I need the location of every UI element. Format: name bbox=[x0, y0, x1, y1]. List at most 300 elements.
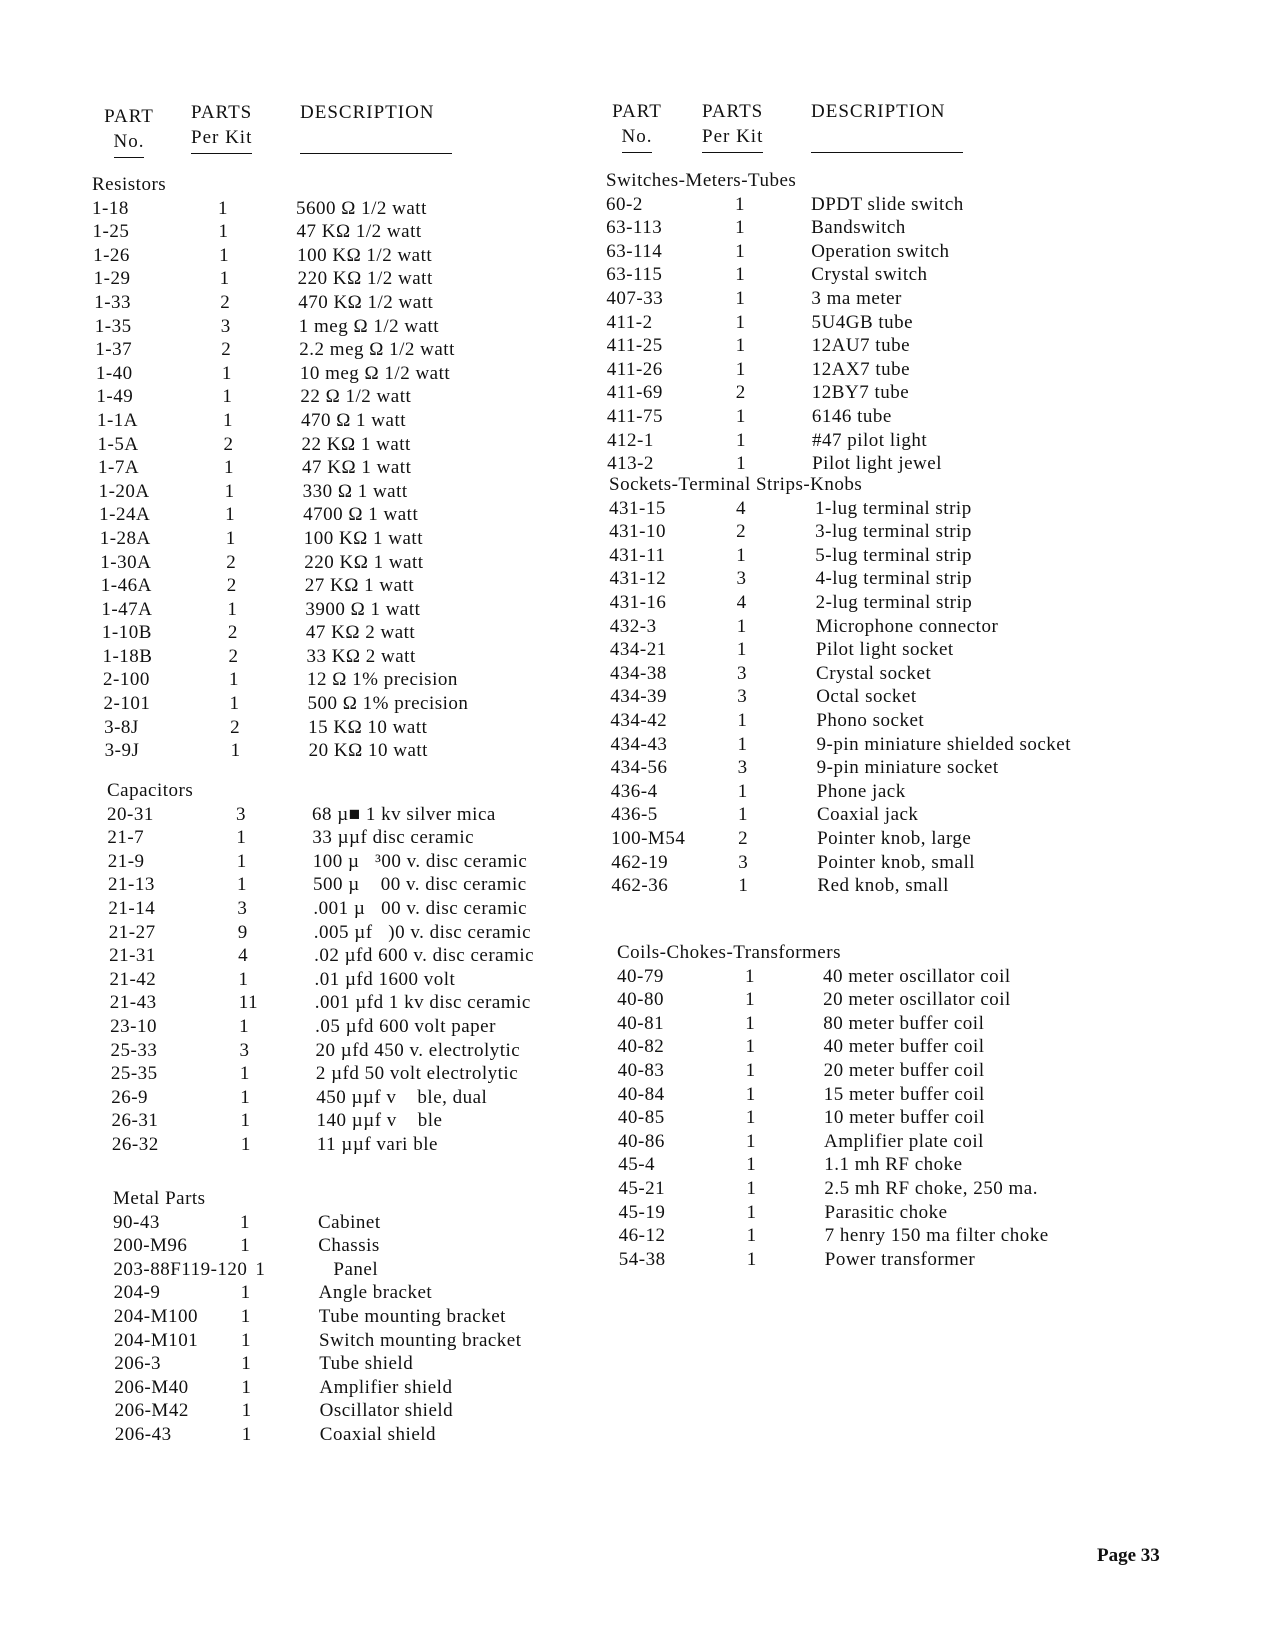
part-number: 462-19 bbox=[611, 851, 669, 873]
quantity: 1 bbox=[239, 1015, 250, 1037]
description: Phono socket bbox=[816, 709, 925, 731]
parts-row bbox=[105, 739, 469, 763]
quantity: 3 bbox=[236, 803, 246, 825]
header-parts-per-kit bbox=[191, 100, 252, 154]
part-number: 1-18 bbox=[92, 197, 129, 219]
quantity: 2 bbox=[226, 575, 237, 597]
description: 1 meg Ω 1/2 watt bbox=[298, 315, 440, 337]
part-number: 40-80 bbox=[617, 989, 664, 1011]
description: 4-lug terminal strip bbox=[815, 568, 973, 590]
parts-row bbox=[109, 921, 534, 945]
quantity: 1 bbox=[241, 1423, 252, 1445]
description: 3 ma meter bbox=[811, 287, 902, 309]
parts-row bbox=[607, 381, 964, 405]
part-number: 204-9 bbox=[113, 1282, 161, 1304]
description: 22 Ω 1/2 watt bbox=[300, 386, 412, 408]
quantity: 1 bbox=[229, 669, 239, 691]
part-number: 1-10B bbox=[101, 622, 152, 644]
quantity: 1 bbox=[240, 1305, 251, 1327]
part-number: 40-79 bbox=[617, 965, 664, 987]
quantity: 1 bbox=[735, 311, 746, 333]
part-number: 3-9J bbox=[104, 740, 140, 762]
part-number: 21-14 bbox=[108, 897, 156, 919]
quantity: 1 bbox=[221, 362, 232, 384]
description: Crystal switch bbox=[811, 264, 928, 286]
quantity: 1 bbox=[746, 1154, 757, 1176]
parts-row bbox=[609, 567, 1071, 591]
quantity: 1 bbox=[735, 193, 745, 215]
description: 22 KΩ 1 watt bbox=[301, 433, 411, 455]
parts-row bbox=[113, 1234, 521, 1258]
parts-row bbox=[617, 1035, 1048, 1059]
description: Octal socket bbox=[816, 686, 917, 708]
parts-row bbox=[619, 1248, 1049, 1272]
part-number: 434-38 bbox=[610, 662, 667, 684]
quantity: 1 bbox=[745, 1059, 756, 1081]
parts-row bbox=[115, 1423, 522, 1447]
part-number: 3-8J bbox=[104, 716, 139, 738]
description: 12AX7 tube bbox=[811, 358, 911, 380]
part-number: 1-49 bbox=[96, 386, 134, 408]
section-capacitors bbox=[107, 779, 534, 1157]
quantity: 1 bbox=[735, 264, 746, 286]
parts-row bbox=[98, 456, 468, 480]
quantity: 3 bbox=[736, 568, 747, 590]
parts-row bbox=[99, 503, 468, 527]
description: 20 meter oscillator coil bbox=[823, 989, 1011, 1011]
quantity: 4 bbox=[238, 945, 249, 967]
description: 450 µµf v ble, dual bbox=[316, 1086, 488, 1108]
description: 1-lug terminal strip bbox=[815, 497, 972, 519]
description: 15 KΩ 10 watt bbox=[308, 716, 428, 738]
parts-row bbox=[611, 851, 1071, 875]
header-description-right bbox=[811, 99, 963, 153]
parts-row bbox=[107, 803, 534, 827]
quantity: 1 bbox=[224, 480, 235, 502]
part-number: 1-46A bbox=[100, 575, 152, 597]
quantity: 1 bbox=[745, 1083, 756, 1105]
parts-row bbox=[606, 193, 964, 217]
part-number: 204-M100 bbox=[113, 1305, 199, 1327]
description: 9-pin miniature shielded socket bbox=[816, 733, 1072, 755]
part-number: 54-38 bbox=[618, 1248, 666, 1270]
header-desc: DESCRIPTION bbox=[300, 100, 452, 154]
part-number: 21-9 bbox=[107, 850, 145, 872]
description: 100 KΩ 1 watt bbox=[303, 527, 423, 549]
parts-row bbox=[111, 1062, 534, 1086]
part-number: 431-15 bbox=[609, 497, 666, 519]
parts-row bbox=[610, 638, 1071, 662]
description: Phone jack bbox=[816, 780, 906, 802]
part-number: 40-83 bbox=[617, 1059, 665, 1081]
quantity: 1 bbox=[225, 504, 236, 526]
parts-row bbox=[607, 405, 964, 429]
part-number: 411-69 bbox=[606, 382, 663, 404]
section-title: Sockets-Terminal Strips-Knobs bbox=[609, 474, 863, 495]
parts-row bbox=[610, 685, 1071, 709]
section-title: Coils-Chokes-Transformers bbox=[617, 942, 841, 963]
parts-row bbox=[619, 1224, 1049, 1248]
quantity: 1 bbox=[240, 1086, 251, 1108]
part-number: 40-84 bbox=[617, 1083, 665, 1105]
part-number: 407-33 bbox=[606, 287, 664, 309]
parts-row bbox=[607, 334, 964, 358]
part-number: 1-35 bbox=[94, 315, 132, 337]
part-number: 412-1 bbox=[607, 429, 654, 451]
part-number: 436-4 bbox=[610, 780, 658, 802]
part-number: 60-2 bbox=[606, 193, 643, 215]
parts-row bbox=[610, 709, 1071, 733]
description: 5600 Ω 1/2 watt bbox=[296, 197, 427, 219]
part-number: 46-12 bbox=[618, 1225, 666, 1247]
parts-row bbox=[618, 1153, 1048, 1177]
parts-row bbox=[112, 1109, 535, 1133]
quantity: 4 bbox=[736, 497, 746, 519]
part-number: 21-31 bbox=[109, 945, 156, 967]
part-number: 206-M40 bbox=[114, 1376, 189, 1398]
part-number: 26-9 bbox=[111, 1086, 149, 1108]
part-number: 204-M101 bbox=[114, 1329, 199, 1351]
description: Panel bbox=[333, 1258, 379, 1280]
description: Crystal socket bbox=[816, 662, 932, 684]
description: 2 µfd 50 volt electrolytic bbox=[315, 1063, 519, 1085]
quantity: 1 bbox=[241, 1353, 252, 1375]
part-number: 21-42 bbox=[109, 968, 157, 990]
quantity: 1 bbox=[218, 197, 228, 219]
quantity: 1 bbox=[745, 1107, 756, 1129]
parts-row bbox=[611, 756, 1071, 780]
quantity: 1 bbox=[239, 1063, 250, 1085]
quantity: 3 bbox=[737, 662, 748, 684]
description: 9-pin miniature socket bbox=[816, 757, 999, 779]
quantity: 1 bbox=[746, 1201, 757, 1223]
quantity: 1 bbox=[236, 827, 247, 849]
description: 12BY7 tube bbox=[811, 382, 910, 404]
parts-row bbox=[104, 692, 469, 716]
quantity: 1 bbox=[240, 1133, 251, 1155]
part-number: 434-39 bbox=[610, 686, 668, 708]
quantity: 1 bbox=[735, 217, 746, 239]
section-metal-parts bbox=[113, 1187, 522, 1447]
description: 20 KΩ 10 watt bbox=[308, 740, 428, 762]
description: 40 meter oscillator coil bbox=[823, 965, 1011, 987]
quantity: 1 bbox=[240, 1235, 251, 1257]
quantity: 3 bbox=[237, 897, 248, 919]
description: Amplifier plate coil bbox=[824, 1130, 984, 1152]
description: .001 µ 00 v. disc ceramic bbox=[313, 897, 528, 919]
description: Power transformer bbox=[824, 1248, 976, 1270]
quantity: 1 bbox=[227, 598, 238, 620]
description: .01 µfd 1600 volt bbox=[314, 968, 456, 990]
parts-row bbox=[619, 1201, 1049, 1225]
part-number: 40-85 bbox=[617, 1107, 665, 1129]
description: #47 pilot light bbox=[812, 429, 928, 451]
parts-row bbox=[109, 968, 534, 992]
part-number: 1-5A bbox=[97, 433, 139, 455]
parts-row bbox=[103, 668, 468, 692]
description: Switch mounting bracket bbox=[319, 1329, 522, 1351]
part-number: 411-26 bbox=[606, 358, 663, 380]
parts-row bbox=[112, 1133, 534, 1157]
part-number: 21-7 bbox=[107, 827, 145, 849]
quantity: 1 bbox=[746, 1130, 757, 1152]
description: 3900 Ω 1 watt bbox=[305, 598, 421, 620]
quantity: 1 bbox=[241, 1400, 252, 1422]
part-number: 200-M96 bbox=[113, 1235, 188, 1257]
part-number: 206-3 bbox=[114, 1353, 162, 1375]
quantity: 1 bbox=[737, 780, 748, 802]
parts-row bbox=[95, 315, 469, 339]
description: 2-lug terminal strip bbox=[815, 591, 973, 613]
quantity: 1 bbox=[735, 335, 746, 357]
section-coils-chokes-transformers bbox=[617, 941, 1049, 1271]
parts-row bbox=[610, 615, 1071, 639]
quantity: 1 bbox=[735, 358, 746, 380]
quantity: 2 bbox=[220, 291, 231, 313]
parts-row bbox=[94, 267, 469, 291]
quantity: 1 bbox=[222, 409, 233, 431]
parts-row bbox=[113, 1258, 521, 1282]
part-number: 434-42 bbox=[610, 709, 668, 731]
parts-row bbox=[611, 780, 1071, 804]
header-parts-per-kit-right bbox=[702, 99, 763, 153]
quantity: 9 bbox=[237, 921, 248, 943]
description: 40 meter buffer coil bbox=[823, 1036, 985, 1058]
quantity: 3 bbox=[737, 757, 748, 779]
quantity: 2 bbox=[736, 521, 747, 543]
parts-row bbox=[113, 1211, 522, 1235]
part-number: 63-114 bbox=[606, 240, 663, 262]
quantity: 1 bbox=[219, 268, 230, 290]
section-resistors bbox=[92, 173, 468, 763]
quantity: 1 bbox=[255, 1258, 266, 1280]
parts-row bbox=[101, 598, 468, 622]
parts-row bbox=[107, 826, 534, 850]
parts-row bbox=[607, 358, 964, 382]
description: 27 KΩ 1 watt bbox=[304, 575, 415, 597]
quantity: 1 bbox=[230, 740, 241, 762]
part-number: 462-36 bbox=[611, 875, 669, 897]
part-number: 21-43 bbox=[109, 992, 157, 1014]
description: 500 Ω 1% precision bbox=[307, 693, 469, 715]
parts-row bbox=[97, 409, 468, 433]
part-number: 25-35 bbox=[110, 1063, 158, 1085]
part-number: 21-13 bbox=[108, 874, 155, 896]
description: 33 µµf disc ceramic bbox=[312, 827, 475, 849]
description: 47 KΩ 2 watt bbox=[305, 622, 416, 644]
part-number: 1-30A bbox=[100, 551, 152, 573]
part-number: 434-21 bbox=[609, 639, 667, 661]
header-parts: PARTS bbox=[191, 102, 253, 123]
parts-row bbox=[114, 1329, 522, 1353]
part-number: 432-3 bbox=[609, 615, 657, 637]
quantity: 2 bbox=[226, 551, 237, 573]
parts-row bbox=[611, 874, 1071, 898]
quantity: 1 bbox=[240, 1110, 251, 1132]
parts-row bbox=[611, 733, 1072, 757]
description: 20 meter buffer coil bbox=[823, 1059, 985, 1081]
description: 47 KΩ 1/2 watt bbox=[296, 221, 422, 243]
parts-row bbox=[95, 338, 468, 362]
description: 47 KΩ 1 watt bbox=[302, 457, 412, 479]
description: 15 meter buffer coil bbox=[823, 1083, 985, 1105]
part-number: 45-4 bbox=[618, 1154, 656, 1176]
parts-row bbox=[101, 574, 469, 598]
header-part: PART bbox=[612, 101, 662, 122]
description: Pointer knob, small bbox=[817, 851, 976, 873]
description: Chassis bbox=[318, 1235, 380, 1257]
parts-row bbox=[609, 520, 1071, 544]
part-number: 40-86 bbox=[618, 1130, 665, 1152]
description: Operation switch bbox=[811, 240, 950, 262]
parts-row bbox=[110, 1015, 534, 1039]
section-title: Capacitors bbox=[107, 780, 194, 801]
parts-row bbox=[606, 263, 963, 287]
description: 1.1 mh RF choke bbox=[824, 1154, 963, 1176]
parts-row bbox=[606, 287, 963, 311]
part-number: 203-88F119-120 bbox=[113, 1258, 248, 1280]
header-desc: DESCRIPTION bbox=[811, 99, 963, 153]
quantity: 1 bbox=[746, 1177, 757, 1199]
quantity: 1 bbox=[737, 733, 748, 755]
part-number: 26-31 bbox=[111, 1110, 159, 1132]
section-title: Switches-Meters-Tubes bbox=[606, 170, 797, 191]
quantity: 1 bbox=[745, 1012, 756, 1034]
part-number: 21-27 bbox=[108, 921, 156, 943]
description: Parasitic choke bbox=[824, 1201, 948, 1223]
quantity: 2 bbox=[221, 339, 232, 361]
part-number: 1-1A bbox=[96, 409, 138, 431]
parts-row bbox=[108, 897, 534, 921]
description: 140 µµf v ble bbox=[316, 1110, 443, 1132]
part-number: 431-10 bbox=[609, 521, 666, 543]
quantity: 11 bbox=[238, 992, 259, 1014]
parts-row bbox=[102, 645, 468, 669]
section-switches-meters-tubes bbox=[606, 169, 964, 476]
description: 80 meter buffer coil bbox=[823, 1012, 985, 1034]
quantity: 1 bbox=[746, 1248, 757, 1270]
description: 220 KΩ 1 watt bbox=[304, 551, 424, 573]
description: .001 µfd 1 kv disc ceramic bbox=[314, 992, 531, 1014]
quantity: 1 bbox=[745, 1036, 756, 1058]
description: 2.5 mh RF choke, 250 ma. bbox=[824, 1177, 1038, 1199]
quantity: 3 bbox=[738, 851, 749, 873]
description: 220 KΩ 1/2 watt bbox=[297, 268, 433, 290]
quantity: 1 bbox=[736, 544, 747, 566]
parts-row bbox=[109, 944, 534, 968]
section-sockets-terminal-strips-knobs bbox=[609, 473, 1071, 898]
parts-row bbox=[618, 1130, 1049, 1154]
description: 6146 tube bbox=[811, 405, 892, 427]
description: 12 Ω 1% precision bbox=[307, 669, 458, 691]
description: 500 µ 00 v. disc ceramic bbox=[313, 874, 527, 896]
part-number: 23-10 bbox=[110, 1015, 157, 1037]
part-number: 431-16 bbox=[609, 591, 667, 613]
quantity: 2 bbox=[228, 645, 239, 667]
parts-row bbox=[98, 433, 469, 457]
quantity: 3 bbox=[737, 686, 748, 708]
parts-row bbox=[108, 850, 534, 874]
parts-row bbox=[618, 1177, 1048, 1201]
quantity: 4 bbox=[736, 591, 747, 613]
parts-row bbox=[606, 240, 964, 264]
parts-row bbox=[617, 1012, 1048, 1036]
part-number: 1-18B bbox=[102, 645, 153, 667]
part-number: 1-25 bbox=[92, 221, 130, 243]
header-description bbox=[300, 100, 452, 154]
part-number: 1-28A bbox=[99, 527, 151, 549]
description: DPDT slide switch bbox=[811, 193, 964, 215]
description: Cabinet bbox=[318, 1211, 381, 1233]
description: Tube mounting bracket bbox=[318, 1305, 506, 1327]
description: 12AU7 tube bbox=[811, 335, 910, 357]
description: Pilot light jewel bbox=[812, 453, 942, 475]
description: 470 Ω 1 watt bbox=[300, 409, 407, 431]
description: Amplifier shield bbox=[319, 1376, 453, 1398]
part-number: 1-40 bbox=[95, 362, 133, 384]
part-number: 411-75 bbox=[606, 405, 664, 427]
part-number: 2-101 bbox=[103, 693, 151, 715]
part-number: 2-100 bbox=[103, 669, 150, 691]
quantity: 1 bbox=[241, 1329, 251, 1351]
quantity: 2 bbox=[738, 827, 749, 849]
parts-row bbox=[114, 1305, 522, 1329]
parts-row bbox=[100, 551, 468, 575]
description: 5U4GB tube bbox=[811, 311, 914, 333]
description: Red knob, small bbox=[817, 875, 949, 897]
quantity: 1 bbox=[224, 457, 235, 479]
quantity: 2 bbox=[735, 382, 746, 404]
part-number: 1-26 bbox=[93, 244, 130, 266]
parts-row bbox=[111, 1039, 535, 1063]
parts-row bbox=[618, 1106, 1049, 1130]
parts-row bbox=[111, 1086, 534, 1110]
quantity: 1 bbox=[735, 240, 746, 262]
quantity: 1 bbox=[735, 287, 746, 309]
description: 5-lug terminal strip bbox=[815, 544, 972, 566]
quantity: 1 bbox=[225, 527, 236, 549]
parts-row bbox=[606, 216, 964, 240]
quantity: 1 bbox=[219, 244, 230, 266]
parts-row bbox=[93, 220, 469, 244]
header-part: PART bbox=[104, 106, 154, 127]
parts-row bbox=[617, 988, 1049, 1012]
part-number: 1-7A bbox=[98, 457, 140, 479]
header-no: No. bbox=[622, 124, 653, 153]
description: .02 µfd 600 v. disc ceramic bbox=[314, 945, 535, 967]
description: Coaxial jack bbox=[816, 804, 919, 826]
description: Oscillator shield bbox=[319, 1400, 454, 1422]
parts-row bbox=[617, 965, 1049, 989]
description: .005 µf )0 v. disc ceramic bbox=[313, 921, 532, 943]
quantity: 1 bbox=[735, 405, 746, 427]
part-number: 40-81 bbox=[617, 1012, 665, 1034]
part-number: 63-113 bbox=[606, 217, 663, 239]
parts-row bbox=[609, 544, 1071, 568]
quantity: 1 bbox=[241, 1376, 252, 1398]
part-number: 1-47A bbox=[101, 598, 153, 620]
part-number: 1-33 bbox=[94, 291, 132, 313]
quantity: 1 bbox=[736, 453, 747, 475]
header-perkit: Per Kit bbox=[702, 124, 763, 153]
part-number: 20-31 bbox=[107, 803, 154, 825]
description: Tube shield bbox=[319, 1353, 414, 1375]
parts-row bbox=[609, 497, 1071, 521]
part-number: 45-21 bbox=[618, 1177, 666, 1199]
part-number: 25-33 bbox=[110, 1039, 158, 1061]
parts-row bbox=[607, 311, 964, 335]
description: 11 µµf vari ble bbox=[316, 1133, 438, 1155]
